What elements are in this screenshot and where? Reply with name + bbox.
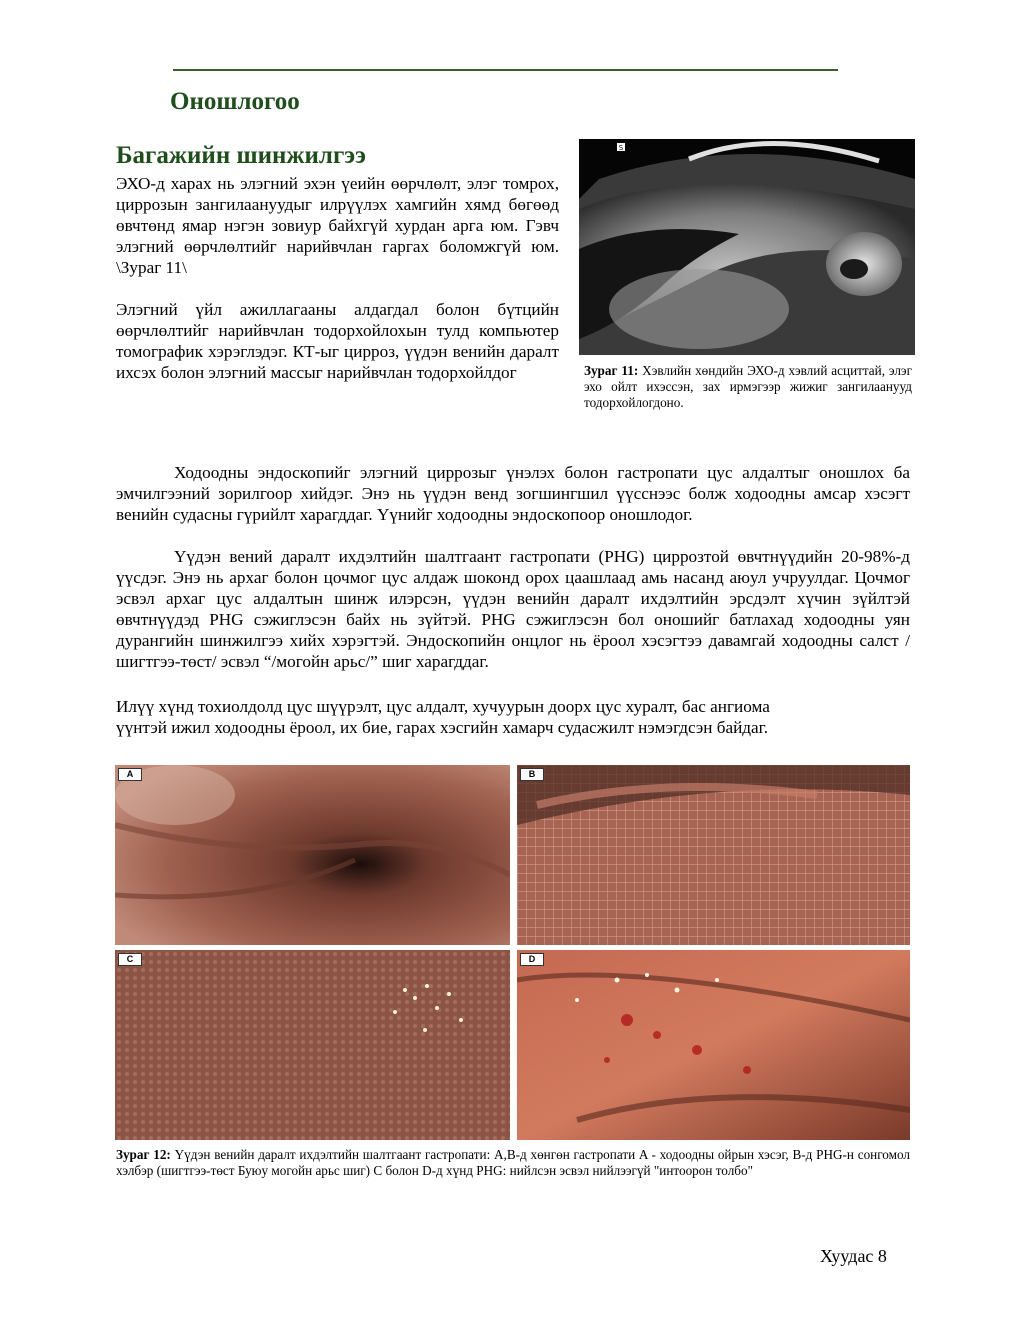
endoscopy-graphic-d (517, 950, 910, 1140)
endoscopy-panel-a (115, 765, 510, 945)
page-number: Хуудас 8 (820, 1246, 887, 1266)
endoscopy-panel-b (517, 765, 910, 945)
endoscopy-graphic-c (115, 950, 510, 1140)
endoscopy-panel-d (517, 950, 910, 1140)
panel-c-label: C (118, 953, 142, 966)
endoscopy-figure (115, 765, 910, 1140)
endoscopy-panel-c (115, 950, 510, 1140)
ultrasound-graphic (579, 139, 915, 355)
figure-11-caption-text: Хэвлийн хөндийн ЭХО-д хэвлий асциттай, элэг эхо ойлт ихэссэн, зах ирмэгээр жижиг зангилаанууд тодорхойлогдоно. (584, 363, 913, 410)
paragraph-phg: Үүдэн вений даралт ихдэлтийн шалтгаант гастропати (PHG) циррозтой өвчтнүүдийн 20-98%-д үүсдэг. Энэ нь архаг болон цочмог цус алдаж шоконд орох цаашлаад амь насанд аюул учруулдаг. Цочмог эсвэл архаг цус алдалтын шинж илэрсэн, үүдэн венийн даралт ихдэлтийн эрсдэлт хүчин зүйлтэй өвчтнүүдэд PHG сэжиглэсэн байх нь зүйтэй. PHG сэжиглэсэн бол оношийг батлахад ходоодны уян дурангийн шинжилгээ хийх хэрэгтэй. Эндоскопийн онцлог нь ёроол хэсэгтээ давамгай ходоодны салст /шигтгээ-төст/ эсвэл “/могойн арьс/” шиг харагддаг. (116, 547, 910, 671)
figure-12-caption-text: Үүдэн венийн даралт ихдэлтийн шалтгаант гастропати: A,B-д хөнгөн гастропати A - ходоодны ойрын хэсэг, B-д PHG-н сонгомол хэлбэр (шигтгээ-төст Буюу могойн арьс шиг) C болон D-д хүнд PHG: нийлсэн эсвэл нийлээгүй "интоорон толбо" (116, 1147, 910, 1178)
endoscopy-graphic-b (517, 765, 910, 945)
subsection-title: Багажийн шинжилгээ (116, 142, 366, 169)
endoscopy-graphic-a (115, 765, 510, 945)
ultrasound-marker: S (618, 144, 624, 152)
ultrasound-image (579, 139, 915, 355)
figure-11-caption (584, 363, 912, 411)
header-rule (173, 69, 838, 71)
paragraph-ct: Элэгний үйл ажиллагааны алдагдал болон бүтцийн өөрчлөлтийг нарийвчлан тодорхойлохын тулд компьютер томографик хэрэглэдэг. КТ-ыг цирроз, үүдэн венийн даралт ихсэх болон элэгний массыг нарийвчлан тодорхойлдог (116, 300, 559, 382)
figure-12-label: Зураг 12: (116, 1147, 171, 1162)
paragraph-phg-tail-2: үүнтэй ижил ходоодны ёроол, их бие, гарах хэсгийн хамарч судасжилт нэмэгдсэн байдаг. (116, 718, 769, 737)
figure-12-caption (116, 1147, 910, 1179)
panel-b-label: B (520, 768, 544, 781)
figure-11-label: Зураг 11: (584, 363, 639, 378)
section-title: Оношлогоо (170, 88, 300, 115)
paragraph-ultrasound: ЭХО-д харах нь элэгний эхэн үеийн өөрчлөлт, элэг томрох, циррозын зангилаануудыг илрүүлэх хамгийн хямд бөгөөд өвчтөнд ямар нэгэн зовиур байхгүй хурдан арга юм. Гэвч элэгний өөрчлөлтийг нарийвчлан гаргах боломжгүй юм. \Зураг 11\ (116, 174, 559, 277)
panel-a-label: A (118, 768, 142, 781)
paragraph-endoscopy: Ходоодны эндоскопийг элэгний циррозыг үнэлэх болон гастропати цус алдалтыг оношлох ба эмчилгээний зорилгоор хийдэг. Энэ нь үүдэн венд зогшингшил үүсснээс болж ходоодны амсар хэсэгт венийн судасны гүрийлт харагддаг. Үүнийг ходоодны эндоскопоор оношлодог. (116, 463, 910, 524)
panel-d-label: D (520, 953, 544, 966)
paragraph-phg-tail-1: Илүү хүнд тохиолдолд цус шүүрэлт, цус алдалт, хучуурын доорх цус хуралт, бас ангиома (116, 697, 770, 716)
